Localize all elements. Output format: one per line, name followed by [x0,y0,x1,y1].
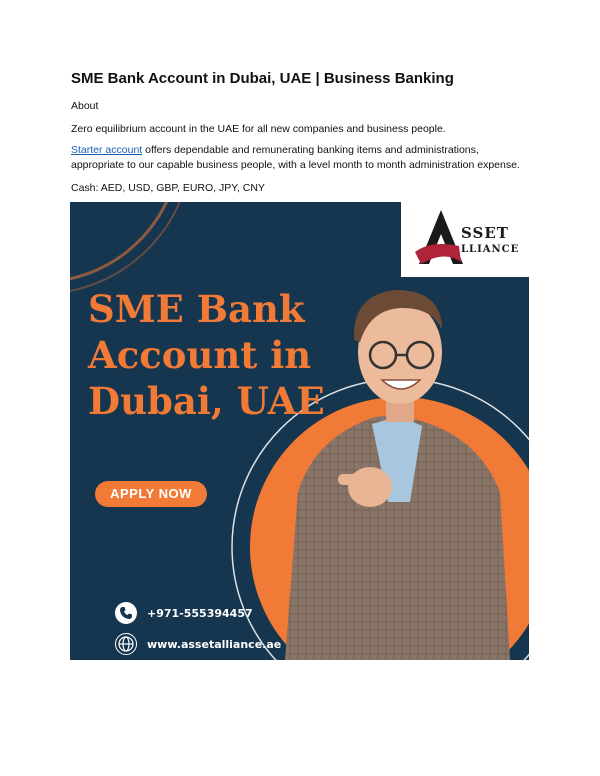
logo-word-asset: SSET [461,224,509,242]
phone-icon [115,602,137,624]
about-text: About [71,100,99,112]
promo-banner [70,202,529,660]
starter-account-link[interactable]: Starter account [71,144,143,156]
logo-word-alliance: LLIANCE [461,244,520,255]
page-title: SME Bank Account in Dubai, UAE | Business Banking [71,70,454,87]
globe-icon [115,633,137,655]
headline-line-1: SME Bank [88,287,305,331]
phone-row [115,601,253,625]
cash-text: Cash: AED, USD, GBP, EURO, JPY, CNY [71,182,265,194]
starter-description: offers dependable and remunerating banking items and administrations, appropriate to our capable business people, with a level month to month administration expense. [71,144,520,171]
headline-line-3: Dubai, UAE [88,379,325,423]
banner-headline [88,286,348,424]
phone-number[interactable]: +971-555394457 [147,606,253,620]
website-url[interactable]: www.assetalliance.ae [147,637,282,651]
intro-text: Zero equilibrium account in the UAE for all new companies and business people. [71,123,446,135]
asset-alliance-logo [401,202,529,277]
apply-now-button[interactable]: APPLY NOW [95,481,207,507]
headline-line-2: Account in [88,333,312,377]
starter-paragraph [71,143,531,173]
website-row [115,632,281,656]
